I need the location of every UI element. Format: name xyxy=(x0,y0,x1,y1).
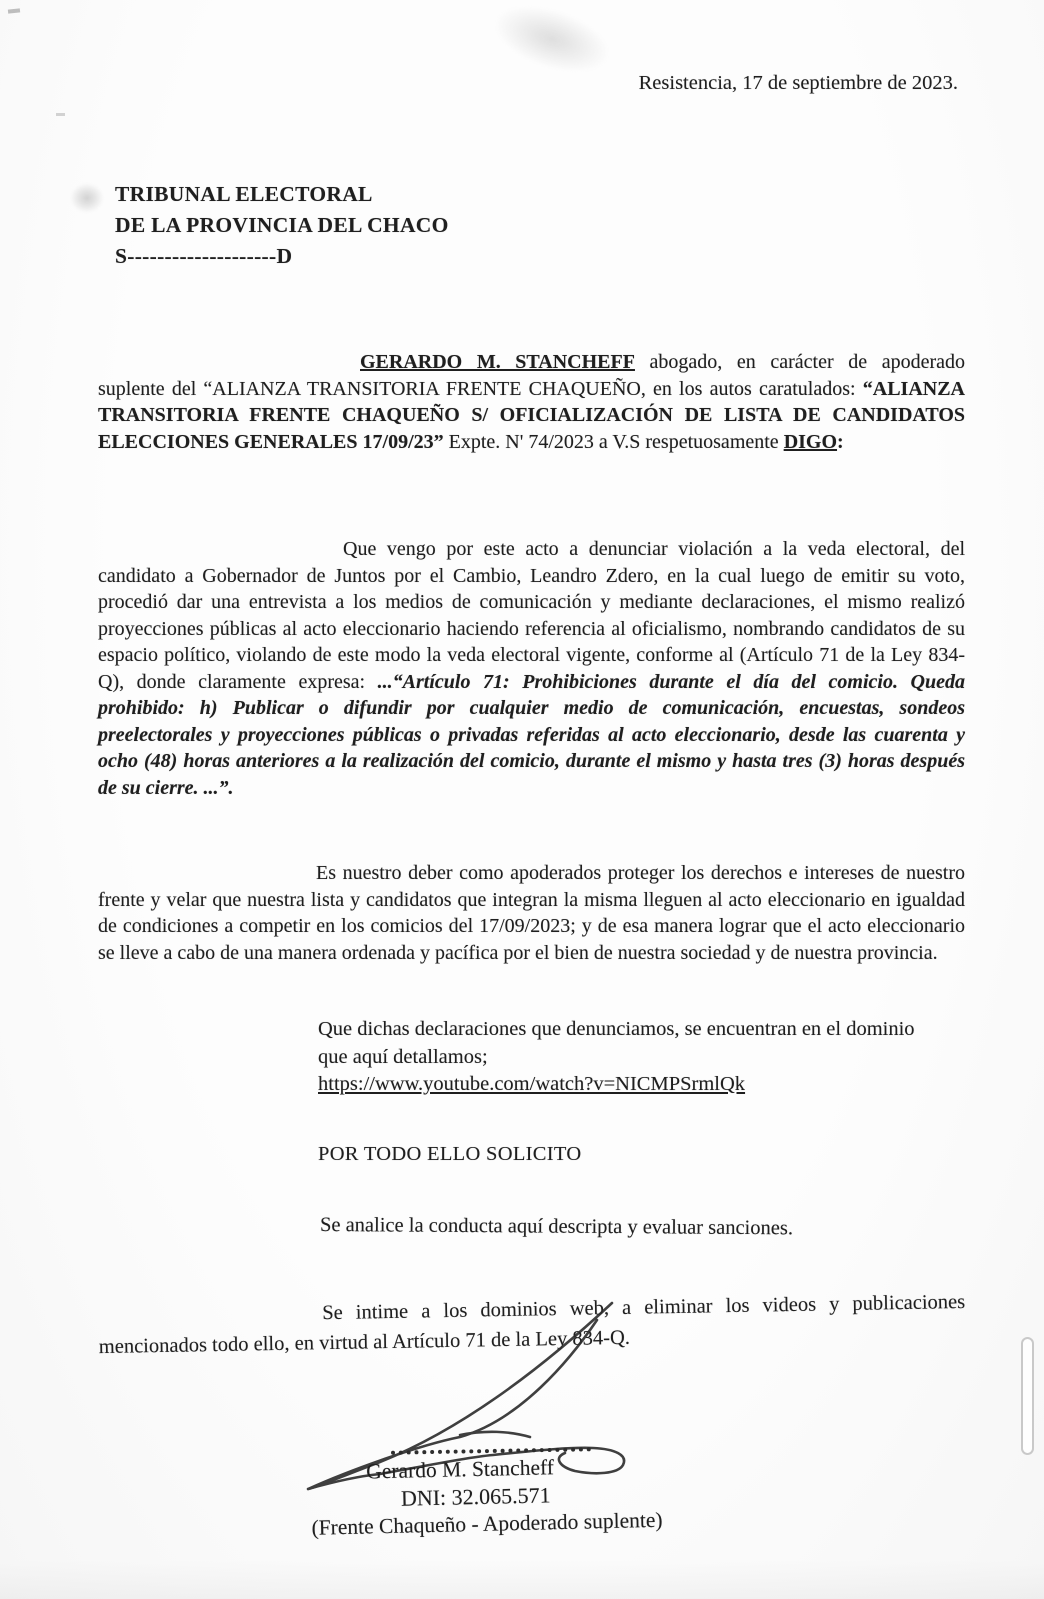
scan-shadow-bottom xyxy=(0,1560,1044,1599)
complaint-paragraph xyxy=(98,536,965,801)
intro-paragraph xyxy=(98,349,965,455)
law-quote: ...“Artículo 71: Prohibiciones durante el día del comicio. Queda prohibido: h) Publicar o difundir por cualquier medio de comunicación, encuestas, sondeos preelectorales y proyecciones públicas o privadas referidas al acto eleccionario, desde las cuarenta y ocho (48) horas anteriores a la realización del comicio, durante el mismo y hasta tres (3) horas después de su cierre. ...”. xyxy=(98,670,965,799)
case-reference: Expte. N' 74/2023 a V.S respetuosamente xyxy=(443,430,784,453)
case-title: “ALIANZA TRANSITORIA FRENTE CHAQUEÑO S/ OFICIALIZACIÓN DE LISTA DE CANDIDATOS ELECCIONES GENERALES 17/09/23” xyxy=(98,377,965,453)
date-line: Resistencia, 17 de septiembre de 2023. xyxy=(638,72,958,94)
appellant-name: GERARDO M. STANCHEFF xyxy=(360,351,635,373)
intro-text: abogado, en carácter de apoderado suplente del “ALIANZA TRANSITORIA FRENTE CHAQUEÑO, en los autos caratulados: xyxy=(98,351,966,400)
youtube-url: https://www.youtube.com/watch?v=NICMPSrmlQk xyxy=(318,1073,746,1095)
domain-text: Que dichas declaraciones que denunciamos, se encuentran en el dominio que aquí detallamos; xyxy=(318,1018,915,1068)
signature-block xyxy=(300,1452,663,1541)
addressee-line-3: S--------------------D xyxy=(115,244,293,268)
scrollbar-thumb[interactable] xyxy=(1021,1337,1034,1455)
scan-mark-left xyxy=(56,113,65,116)
duty-paragraph: Es nuestro deber como apoderados proteger los derechos e intereses de nuestro frente y velar que nuestra lista y candidatos que integran la misma lleguen al acto eleccionario en igualdad de condiciones a competir en los comicios del 17/09/2023; y de esa manera lograr que el acto eleccionario se lleve a cabo de una manera ordenada y pacífica por el bien de nuestra sociedad y de nuestra provincia. xyxy=(98,862,965,964)
addressee-block xyxy=(115,179,449,272)
signer-role: (Frente Chaqueño - Apoderado suplente) xyxy=(311,1507,663,1540)
signature-stroke-arc xyxy=(460,1432,530,1437)
signer-dni: DNI: 32.065.571 xyxy=(400,1482,551,1511)
digo-colon: : xyxy=(837,430,844,453)
scan-mark-top-left xyxy=(8,8,20,13)
signer-name: Gerardo M. Stancheff xyxy=(366,1455,555,1484)
petition-1: Se analice la conducta aquí descripta y evaluar sanciones. xyxy=(319,1214,794,1240)
solicito-heading: POR TODO ELLO SOLICITO xyxy=(318,1143,582,1165)
domain-block xyxy=(318,1016,930,1099)
scan-smudge-left-margin xyxy=(70,183,104,213)
addressee-line-1: TRIBUNAL ELECTORAL xyxy=(115,182,373,206)
petition-2: Se intime a los dominios web, a eliminar los videos y publicaciones mencionados todo ello, en virtud al Artículo 71 de la Ley 834-Q. xyxy=(98,1290,966,1359)
addressee-line-2: DE LA PROVINCIA DEL CHACO xyxy=(115,213,449,237)
digo-word: DIGO xyxy=(783,430,838,453)
complaint-text: Que vengo por este acto a denunciar violación a la veda electoral, del candidato a Gobernador de Juntos por el Cambio, Leandro Zdero, en la cual luego de emitir su voto, procedió dar una entrevista a los medios de comunicación y mediante declaraciones, el mismo realizó proyecciones públicas al acto eleccionario haciendo referencia al oficialismo, nombrando candidatos de su espacio político, violando de este modo la veda electoral vigente, conforme al (Artículo 71 de la Ley 834-Q), donde claramente expresa: xyxy=(98,538,965,693)
